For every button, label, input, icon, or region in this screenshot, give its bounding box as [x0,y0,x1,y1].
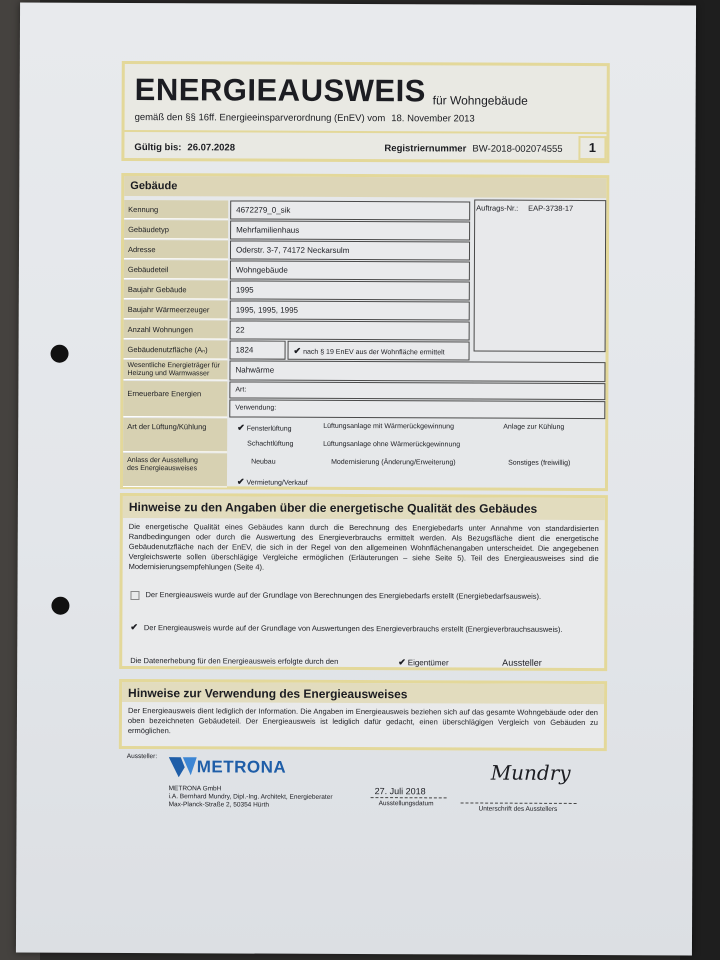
order-number: EAP-3738-17 [528,203,574,213]
field-value: 4672279_0_sik [230,200,470,220]
usage-heading: Hinweise zur Verwendung des Energieausweises [122,682,604,704]
legal-basis [135,112,475,124]
signature: Mundry [490,760,571,785]
metrona-logo-icon [169,755,197,777]
option-vermietung [237,476,308,487]
area-method-note: nach § 19 EnEV aus der Wohnfläche ermittelt [303,348,445,357]
document-subtitle: für Wohngebäude [432,93,528,108]
field-label: Kennung [124,200,228,219]
registration-number: BW-2018-002074555 [472,143,563,155]
field-label: Anzahl Wohnungen [124,320,228,339]
issuer-address: Max-Planck-Straße 2, 50354 Hürth [168,801,270,809]
row-lueftung [123,418,605,454]
renewable-type: Art: [229,381,605,400]
issuer-logo: METRONA [196,757,287,777]
legal-basis-text: gemäß den §§ 16ff. Energieeinsparverordnung (EnEV) vom [134,112,386,125]
option-fensterlueftung [237,422,291,433]
registration-label: Registriernummer [384,143,467,155]
option-lueftung-ohne-wrg: Lüftungsanlage ohne Wärmerückgewinnung [323,440,461,449]
renewable-usage: Verwendung: [229,399,605,419]
building-section [120,173,609,491]
area-method [288,341,470,361]
document-title: ENERGIEAUSWEIS [134,72,426,109]
checkmark-icon: ✔ [398,657,406,668]
order-label: Auftrags-Nr.: [476,203,519,213]
row-kennung [124,200,474,221]
quality-heading: Hinweise zu den Angaben über die energetische Qualität des Gebäudes [123,496,605,520]
issuer-company: METRONA GmbH [168,785,222,793]
punch-hole [51,345,69,363]
option-label: Fensterlüftung [246,425,292,433]
option-modernisierung: Modernisierung (Änderung/Erweiterung) [331,458,456,467]
option-schachtlueftung: Schachtlüftung [247,440,294,448]
option-verbrauchsausweis [128,622,598,635]
field-value: Oderstr. 3-7, 74172 Neckarsulm [230,240,470,260]
field-value: 1995 [230,280,470,300]
row-anlass [123,453,605,489]
option-text: Der Energieausweis wurde auf der Grundlage von Berechnungen des Energiebedarfs erstellt (Energiebedarfsausweis). [145,590,542,601]
field-label: Baujahr Wärmeerzeuger [124,300,228,319]
collected-by-issuer: Aussteller [502,657,542,668]
checkmark-icon: ✔ [236,476,245,487]
field-label [123,360,227,380]
quality-paragraph: Die energetische Qualität eines Gebäudes kann durch die Berechnung des Energiebedarfs unter Annahme von standardisierten Randbedingungen oder durch die Auswertung des Energieverbrauchs ermittelt werden. Als Bezugsfläche dient die energetische Gebäudenutzfläche nach der EnEV, die sich in der Regel von den allgemeinen Wohnflächenangaben unterscheidet. Die angegebenen Vergleichswerte sollen überschlägige Vergleiche ermöglichen (Erläuterungen – siehe Seite 5). Teil des Energieausweises sind die Modernisierungsempfehlungen (Seite 4). [128,522,599,572]
option-kuehlung: Anlage zur Kühlung [503,423,565,431]
option-lueftung-mit-wrg: Lüftungsanlage mit Wärmerückgewinnung [323,422,454,431]
usage-paragraph: Der Energieausweis dient lediglich der Information. Die Angaben im Energieausweis beziehen sich auf das gesamte Wohngebäude oder den oben bezeichneten Gebäudeteil. Der Energieausweis ist lediglich dafür gedacht, einen überschlägigen Vergleich von Gebäuden zu ermöglichen. [127,706,599,736]
signature-line [461,802,577,804]
field-value: Nahwärme [229,360,605,382]
field-value: Mehrfamilienhaus [230,220,470,240]
option-sonstiges: Sonstiges (freiwillig) [508,459,571,467]
issuer-label: Aussteller: [126,753,158,761]
checkmark-icon: ✔ [237,422,245,433]
owner-label: Eigentümer [407,658,449,668]
quality-notes-section [119,493,608,671]
field-value: 1824 [230,340,286,359]
field-label: Gebäudetyp [124,220,228,239]
header-divider [125,130,607,134]
field-label: Gebäudenutzfläche (Aₙ) [124,340,228,359]
label-line-1: Wesentliche Energieträger für [127,362,220,370]
issuer-person: i.A. Bernhard Mundry, Dipl.-Ing. Architekt, Energieberater [168,793,333,801]
label-line-2: Heizung und Warmwasser [127,370,210,378]
data-collection-label: Die Datenerhebung für den Energieausweis erfolgte durch den [130,656,339,666]
valid-until-date: 26.07.2028 [187,142,236,154]
option-text: Der Energieausweis wurde auf der Grundlage von Auswertungen des Energieverbrauchs erstellt (Energieverbrauchsausweis). [143,623,563,634]
building-photo-box [474,200,607,353]
field-label [123,453,227,487]
date-line [371,797,447,798]
valid-until-label: Gültig bis: [134,142,182,154]
field-label: Baujahr Gebäude [124,280,228,299]
punch-hole [51,597,69,615]
checkmark-icon: ✔ [293,345,302,356]
page-number: 1 [578,136,606,160]
field-value: 22 [230,320,470,340]
field-label: Art der Lüftung/Kühlung [123,418,227,452]
building-heading: Gebäude [124,176,606,198]
checkbox-empty [130,591,139,600]
certificate-page [16,3,696,956]
field-label: Adresse [124,240,228,259]
legal-basis-date: 18. November 2013 [391,113,475,125]
label-line-1: Anlass der Ausstellung [127,457,198,465]
option-neubau: Neubau [251,458,276,466]
field-label: Gebäudeteil [124,260,228,279]
header-box [121,61,609,163]
checkmark-icon: ✔ [130,622,138,633]
field-value: 1995, 1995, 1995 [230,300,470,320]
issue-date-label: Ausstellungsdatum [378,800,434,808]
collected-by-owner [398,657,449,668]
usage-notes-section [119,679,607,751]
signature-label: Unterschrift des Ausstellers [478,805,558,813]
option-label: Vermietung/Verkauf [246,479,308,487]
field-label: Erneuerbare Energien [123,381,227,417]
issue-date: 27. Juli 2018 [374,786,426,797]
label-line-2: des Energieausweises [127,465,198,473]
field-value: Wohngebäude [230,260,470,280]
option-bedarfsausweis [128,590,598,602]
